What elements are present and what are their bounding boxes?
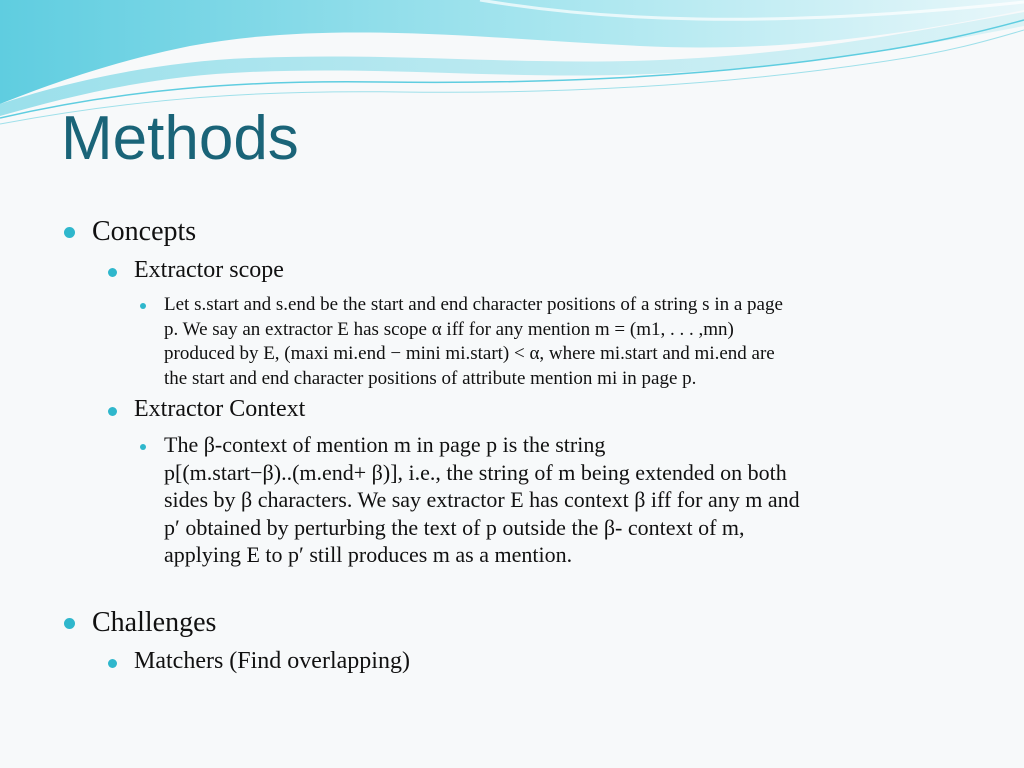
scope-detail-line: the start and end character positions of attribute mention mi in page p.: [164, 368, 697, 389]
scope-detail-line: produced by E, (maxi mi.end − mini mi.start) < α, where mi.start and mi.end are: [164, 343, 775, 364]
bullet-icon: [64, 618, 75, 629]
slide-title: Methods: [61, 104, 299, 173]
bullet-icon: [64, 227, 75, 238]
context-detail-line: applying E to p′ still produces m as a mention.: [164, 542, 573, 567]
bullet-icon: [108, 659, 117, 668]
context-detail-line: The β-context of mention m in page p is the string: [164, 432, 606, 457]
context-detail-line: sides by β characters. We say extractor E has context β iff for any m and: [164, 487, 800, 512]
section-heading-challenges: Challenges: [92, 607, 217, 638]
context-detail-line: p′ obtained by perturbing the text of p outside the β- context of m,: [164, 515, 745, 540]
subsection-heading-extractor-context: Extractor Context: [134, 396, 306, 422]
subsection-heading-matchers: Matchers (Find overlapping): [134, 648, 410, 674]
section-heading-concepts: Concepts: [92, 216, 197, 247]
context-detail-line: p[(m.start−β)..(m.end+ β)], i.e., the string of m being extended on both: [164, 460, 787, 485]
bullet-icon: [140, 444, 146, 450]
bullet-icon: [108, 407, 117, 416]
subsection-heading-extractor-scope: Extractor scope: [134, 257, 284, 283]
bullet-icon: [108, 268, 117, 277]
scope-detail-line: Let s.start and s.end be the start and end character positions of a string s in a page: [164, 294, 783, 315]
scope-detail-line: p. We say an extractor E has scope α iff for any mention m = (m1, . . . ,mn): [164, 319, 734, 340]
bullet-icon: [140, 303, 146, 309]
